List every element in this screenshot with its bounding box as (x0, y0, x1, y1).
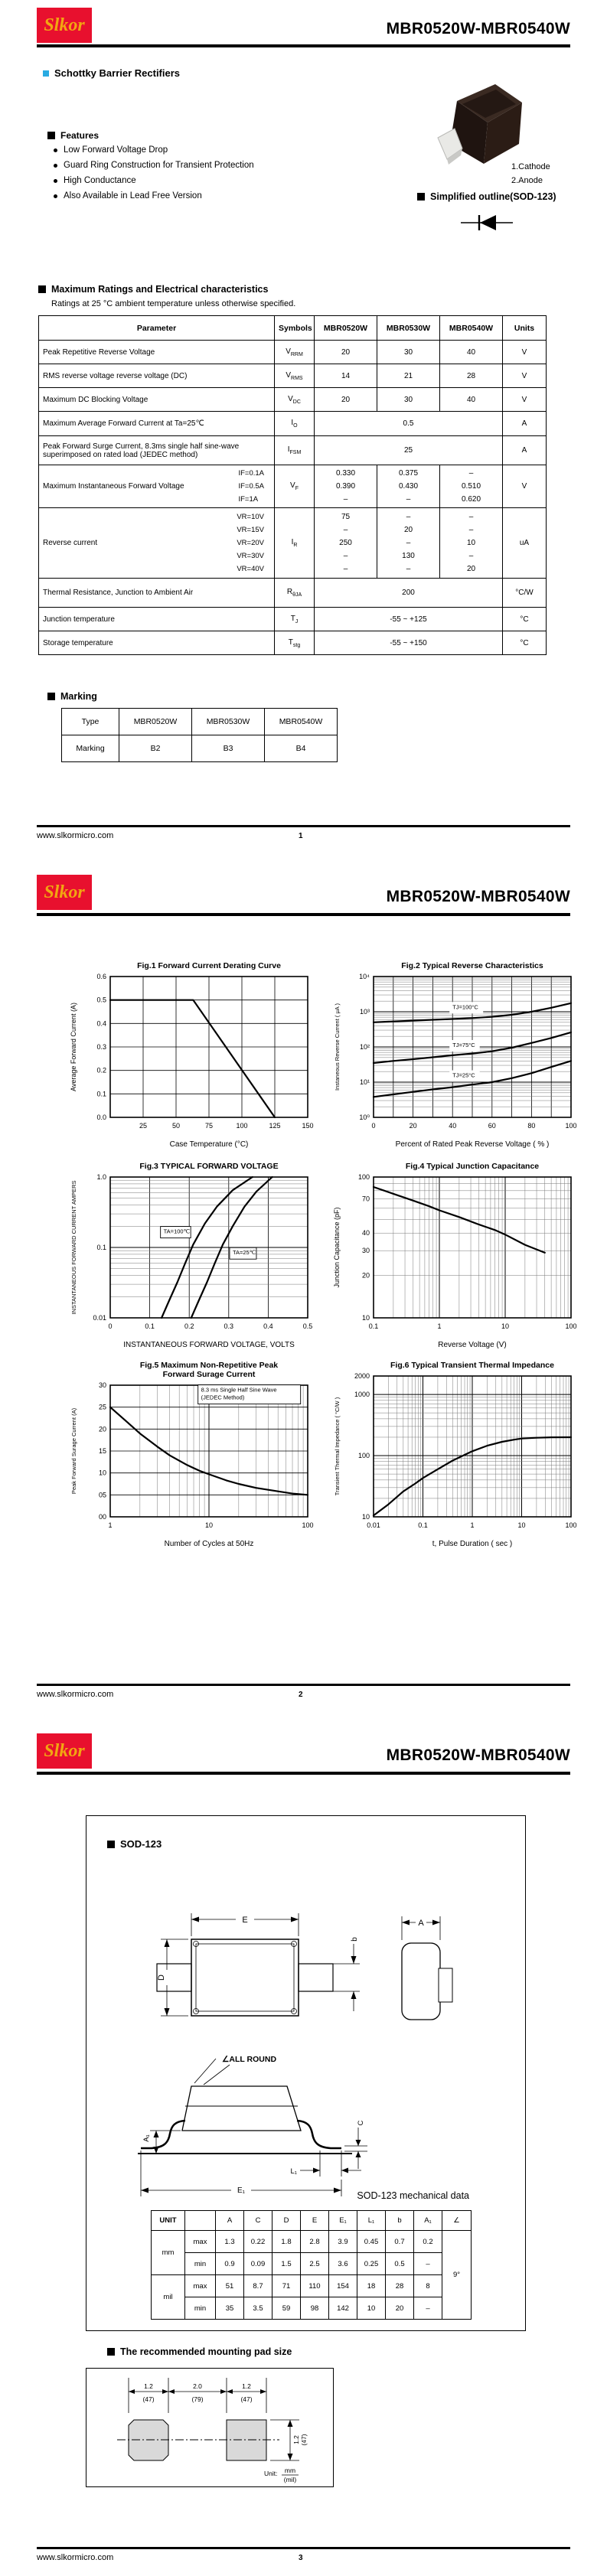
svg-text:1.0: 1.0 (96, 1173, 106, 1181)
bullet-dot-icon (54, 148, 57, 152)
svg-text:Average Forward Current (A): Average Forward Current (A) (70, 1003, 77, 1091)
svg-text:Forward Surage Current: Forward Surage Current (162, 1370, 256, 1379)
svg-text:2000: 2000 (354, 1372, 370, 1380)
ratings-title: Maximum Ratings and Electrical characteristics (51, 284, 269, 295)
col-units: Units (503, 316, 547, 341)
svg-text:1: 1 (470, 1521, 475, 1529)
slkor-logo (37, 1733, 92, 1769)
svg-text:25: 25 (139, 1122, 148, 1130)
feature-text: Guard Ring Construction for Transient Protection (64, 161, 254, 170)
black-square-bullet (47, 693, 55, 700)
marking-title: Marking (60, 691, 97, 702)
svg-text:30: 30 (361, 1247, 370, 1255)
ratings-table (38, 315, 547, 655)
mechanical-data-table (151, 2210, 472, 2320)
svg-text:125: 125 (269, 1122, 281, 1130)
svg-text:0.1: 0.1 (418, 1521, 428, 1529)
svg-text:1000: 1000 (354, 1391, 370, 1399)
table-row: mm max 1.3 0.22 1.8 2.8 3.9 0.45 0.7 0.2 9° (152, 2231, 472, 2253)
pad-dim-right-mm: 1.2 (242, 2382, 251, 2390)
svg-text:10: 10 (361, 1513, 370, 1521)
feature-text: High Conductance (64, 176, 136, 185)
table-row: Maximum Instantaneous Forward Voltage IF=0.1A IF=0.5A IF=1A $V_F$ 0.330 0.390 – 0.375 0.430 – – 0.510 0.620 V (39, 465, 547, 508)
marking-table (61, 708, 338, 762)
svg-text:0.3: 0.3 (96, 1043, 106, 1051)
svg-text:Fig.2 Typical Reverse Charact: Fig.2 Typical Reverse Characteristics (401, 961, 543, 970)
svg-text:10: 10 (501, 1322, 510, 1330)
svg-text:100: 100 (565, 1521, 577, 1529)
svg-text:0.1: 0.1 (145, 1322, 155, 1330)
sod123-side-view-drawing (115, 2046, 375, 2207)
black-square-bullet (417, 193, 425, 201)
black-square-bullet (107, 2348, 115, 2356)
table-row: Junction temperature $T_J$ -55 ~ +125 °C (39, 608, 547, 631)
sod123-label: SOD-123 (120, 1838, 162, 1850)
svg-text:20: 20 (98, 1425, 106, 1433)
pad-dim-side-mil: (47) (300, 2434, 308, 2446)
svg-text:10⁴: 10⁴ (359, 973, 370, 980)
svg-text:TJ=100°C: TJ=100°C (452, 1003, 478, 1011)
svg-text:100: 100 (357, 1452, 370, 1460)
pad-dim-side-mm: 1.2 (292, 2435, 300, 2444)
svg-text:10¹: 10¹ (359, 1078, 370, 1086)
svg-text:TJ=25°C: TJ=25°C (452, 1071, 475, 1079)
svg-text:25: 25 (98, 1403, 106, 1411)
fig5-peak-forward-surge-current (67, 1358, 320, 1550)
fig1-forward-current-derating-curve (67, 958, 320, 1151)
header-rule (37, 44, 570, 47)
table-row: Peak Forward Surge Current, 8.3ms single half sine-wave superimposed on rated load (JEDEC method) $I_{FSM}$ 25 A (39, 436, 547, 465)
svg-text:70: 70 (361, 1195, 370, 1203)
slkor-logo-text: Slkor (44, 15, 85, 35)
svg-text:20: 20 (361, 1271, 370, 1280)
fig6-transient-thermal-impedance (331, 1358, 583, 1550)
dim-label-E1: E₁ (237, 2186, 246, 2195)
feature-item (54, 145, 168, 155)
fig2-typical-reverse-characteristics (331, 958, 583, 1151)
col-mbr0540w: MBR0540W (440, 316, 503, 341)
table-row: Marking B2 B3 B4 (62, 735, 338, 762)
dim-label-all-round: ∠ALL ROUND (222, 2055, 277, 2064)
svg-text:0.1: 0.1 (96, 1244, 106, 1251)
svg-text:Peak Forward Surage Current (A: Peak Forward Surage Current (A) (70, 1407, 77, 1495)
svg-text:0.3: 0.3 (224, 1322, 234, 1330)
svg-text:75: 75 (204, 1122, 214, 1130)
diode-symbol-icon (459, 213, 514, 233)
pad-unit-label: Unit: (264, 2470, 278, 2477)
page-number: 2 (299, 1691, 303, 1699)
marking-heading (47, 691, 97, 702)
svg-text:05: 05 (98, 1491, 106, 1499)
svg-text:40: 40 (449, 1122, 457, 1130)
footer-website: www.slkormicro.com (37, 2553, 114, 2562)
black-square-bullet (38, 285, 46, 293)
svg-text:10: 10 (204, 1521, 214, 1529)
pin2-label: 2.Anode (511, 176, 543, 185)
svg-text:1: 1 (108, 1521, 113, 1529)
svg-text:10³: 10³ (359, 1008, 370, 1016)
ratings-heading (38, 284, 268, 295)
cyan-square-bullet (43, 70, 49, 77)
svg-text:0: 0 (108, 1322, 113, 1330)
table-row: min 35 3.5 59 98 142 10 20 – (152, 2297, 472, 2320)
svg-text:Percent of Rated Peak Reverse: Percent of Rated Peak Reverse Voltage ( % ) (395, 1140, 550, 1149)
svg-text:10: 10 (517, 1521, 526, 1529)
simplified-outline-heading (417, 191, 556, 202)
sod123-heading (107, 1838, 162, 1850)
svg-text:10: 10 (98, 1469, 106, 1477)
svg-text:Case Temperature (°C): Case Temperature (°C) (169, 1140, 249, 1149)
svg-text:Reverse Voltage (V): Reverse Voltage (V) (438, 1341, 507, 1349)
col-parameter: Parameter (39, 316, 275, 341)
svg-text:0.1: 0.1 (96, 1090, 106, 1098)
feature-item (54, 176, 136, 185)
svg-text:0.1: 0.1 (368, 1322, 379, 1330)
svg-text:80: 80 (527, 1122, 536, 1130)
page-title: MBR0520W-MBR0540W (386, 888, 570, 905)
table-row: RMS reverse voltage reverse voltage (DC) $V_{RMS}$ 14 21 28 V (39, 364, 547, 388)
dim-label-A: A (418, 1919, 424, 1928)
svg-text:Fig.5 Maximum Non-Repetitive: Fig.5 Maximum Non-Repetitive Peak (139, 1361, 279, 1370)
mounting-pad-title: The recommended mounting pad size (120, 2346, 292, 2357)
svg-text:150: 150 (302, 1122, 314, 1130)
col-mbr0530w: MBR0530W (377, 316, 440, 341)
pad-dim-mid-mil: (79) (191, 2395, 204, 2403)
slkor-logo (37, 8, 92, 43)
feature-item (54, 161, 254, 170)
svg-text:100: 100 (357, 1173, 370, 1181)
table-row: Thermal Resistance, Junction to Ambient Air $R_{\theta JA}$ 200 °C/W (39, 579, 547, 608)
mounting-pad-box (86, 2368, 334, 2487)
svg-text:0.01: 0.01 (93, 1314, 106, 1322)
svg-text:60: 60 (488, 1122, 496, 1130)
product-line-heading (43, 67, 180, 79)
header-rule (37, 913, 570, 916)
footer-website: www.slkormicro.com (37, 831, 114, 840)
svg-text:Junction Capacitance (pF): Junction Capacitance (pF) (333, 1207, 341, 1288)
svg-text:0.6: 0.6 (96, 973, 106, 980)
bullet-dot-icon (54, 194, 57, 198)
table-row: UNIT A C D E E₁ L₁ b A₁ ∠ (152, 2211, 472, 2231)
svg-text:100: 100 (565, 1122, 577, 1130)
pad-dim-left-mm: 1.2 (144, 2382, 153, 2390)
dim-label-A1: A₁ (142, 2134, 151, 2142)
page-title: MBR0520W-MBR0540W (386, 1746, 570, 1764)
black-square-bullet (107, 1841, 115, 1848)
bullet-dot-icon (54, 179, 57, 183)
footer-rule (37, 825, 570, 827)
table-row: Maximum Average Forward Current at Ta=25℃ $I_O$ 0.5 A (39, 412, 547, 436)
slkor-logo-text: Slkor (44, 882, 85, 902)
fig3-typical-forward-voltage (67, 1159, 320, 1352)
features-heading (47, 130, 99, 141)
svg-text:100: 100 (236, 1122, 248, 1130)
svg-text:INSTANTANEOUS FORWARD VOLTAGE,: INSTANTANEOUS FORWARD VOLTAGE, VOLTS (123, 1341, 295, 1349)
page-number: 3 (299, 2554, 303, 2562)
svg-text:Instaneous Reverse Current ( μ: Instaneous Reverse Current ( μA ) (334, 1003, 341, 1091)
svg-text:30: 30 (98, 1381, 106, 1389)
table-row: Maximum DC Blocking Voltage $V_{DC}$ 20 30 40 V (39, 388, 547, 412)
header-rule (37, 1772, 570, 1775)
svg-text:15: 15 (98, 1447, 106, 1455)
svg-text:TA=100℃: TA=100℃ (163, 1228, 191, 1235)
svg-text:Fig.6 Typical Transient Therm: Fig.6 Typical Transient Thermal Impedance (390, 1361, 554, 1370)
pad-dim-left-mil: (47) (142, 2395, 155, 2403)
dim-label-C: C (357, 2120, 365, 2126)
svg-text:0.01: 0.01 (367, 1521, 380, 1529)
slkor-logo (37, 875, 92, 910)
fig4-typical-junction-capacitance (331, 1159, 583, 1352)
mech-data-caption: SOD-123 mechanical data (357, 2190, 469, 2201)
slkor-logo-text: Slkor (44, 1740, 85, 1761)
svg-text:INSTANTANEOUS FORWARD CURRENT: INSTANTANEOUS FORWARD CURRENT AMPERS (70, 1180, 77, 1315)
ratings-header-row (39, 316, 547, 341)
svg-text:100: 100 (302, 1521, 314, 1529)
feature-text: Low Forward Voltage Drop (64, 145, 168, 155)
svg-text:Transient Thermal Impedance (: Transient Thermal Impedance ( °C/W ) (334, 1397, 341, 1496)
ratings-subtitle: Ratings at 25 °C ambient temperature unless otherwise specified. (51, 299, 296, 308)
sod123-top-view-drawing (115, 1901, 375, 2046)
col-symbols: Symbols (275, 316, 315, 341)
table-row: Peak Repetitive Reverse Voltage $V_{RRM}$ 20 30 40 V (39, 341, 547, 364)
svg-text:8.3 ms Single Half Sine Wave: 8.3 ms Single Half Sine Wave (201, 1386, 277, 1394)
table-row: min 0.9 0.09 1.5 2.5 3.6 0.25 0.5 – (152, 2253, 472, 2275)
dim-label-D: D (157, 1974, 166, 1981)
angle-value: 9° (442, 2231, 472, 2320)
pin1-label: 1.Cathode (511, 162, 550, 171)
features-label: Features (60, 130, 100, 141)
svg-text:0.4: 0.4 (263, 1322, 273, 1330)
svg-text:0: 0 (371, 1122, 376, 1130)
dim-label-E: E (242, 1916, 248, 1925)
svg-text:0.5: 0.5 (96, 996, 106, 1004)
svg-text:Fig.3 TYPICAL FORWARD VOLTAGE: Fig.3 TYPICAL FORWARD VOLTAGE (139, 1162, 279, 1171)
feature-text: Also Available in Lead Free Version (64, 191, 202, 201)
simplified-outline-label: Simplified outline(SOD-123) (430, 191, 556, 202)
datasheet-page-3 (0, 1717, 607, 2576)
svg-text:Fig.4 Typical Junction Capaci: Fig.4 Typical Junction Capacitance (405, 1162, 540, 1171)
page-number: 1 (299, 832, 303, 840)
svg-text:0.4: 0.4 (96, 1019, 106, 1028)
svg-text:00: 00 (98, 1513, 106, 1521)
svg-text:0.2: 0.2 (96, 1066, 106, 1074)
table-row: mil max 51 8.7 71 110 154 18 28 8 (152, 2275, 472, 2297)
svg-text:t, Pulse Duration ( sec ): t, Pulse Duration ( sec ) (432, 1540, 513, 1548)
pad-dim-right-mil: (47) (240, 2395, 253, 2403)
mounting-pad-drawing (86, 2369, 331, 2484)
svg-text:0.5: 0.5 (302, 1322, 313, 1330)
footer-rule (37, 2547, 570, 2549)
table-row: Reverse current VR=10V VR=15V VR=20V VR=30V VR=40V $I_R$ 75 – 250 – – – 20 – 130 – – – 10 – 20 uA (39, 508, 547, 579)
svg-text:(JEDEC Method): (JEDEC Method) (201, 1394, 245, 1401)
dim-label-L1: L₁ (290, 2167, 297, 2176)
svg-text:Number of Cycles at 50Hz: Number of Cycles at 50Hz (164, 1540, 254, 1548)
svg-text:0.2: 0.2 (184, 1322, 194, 1330)
footer-website: www.slkormicro.com (37, 1690, 114, 1699)
pad-unit-mm: mm (284, 2467, 296, 2474)
mounting-pad-heading (107, 2346, 292, 2357)
bullet-dot-icon (54, 164, 57, 168)
sod123-end-view-drawing (383, 1901, 475, 2046)
svg-text:Fig.1 Forward Current Deratin: Fig.1 Forward Current Derating Curve (137, 961, 281, 970)
svg-text:20: 20 (409, 1122, 417, 1130)
svg-text:100: 100 (565, 1322, 577, 1330)
feature-item (54, 191, 202, 201)
svg-text:40: 40 (361, 1229, 370, 1237)
dim-label-b: b (351, 1937, 359, 1942)
footer-rule (37, 1684, 570, 1686)
svg-text:1: 1 (437, 1322, 442, 1330)
table-row: Storage temperature $T_{stg}$ -55 ~ +150 °C (39, 631, 547, 655)
svg-text:10²: 10² (359, 1043, 370, 1051)
table-row: Type MBR0520W MBR0530W MBR0540W (62, 709, 338, 735)
svg-text:0.0: 0.0 (96, 1114, 106, 1121)
svg-text:10: 10 (361, 1314, 370, 1322)
datasheet-page-2 (0, 859, 607, 1717)
product-line-label: Schottky Barrier Rectifiers (54, 67, 181, 79)
svg-text:TJ=75°C: TJ=75°C (452, 1042, 475, 1048)
pad-dim-mid-mm: 2.0 (193, 2382, 202, 2390)
svg-text:50: 50 (171, 1122, 181, 1130)
black-square-bullet (47, 132, 55, 139)
col-mbr0520w: MBR0520W (315, 316, 377, 341)
svg-text:10⁰: 10⁰ (359, 1114, 370, 1121)
pad-unit-mil: (mil) (283, 2476, 297, 2483)
page-title: MBR0520W-MBR0540W (386, 20, 570, 37)
datasheet-page-1 (0, 0, 607, 859)
svg-text:TA=25℃: TA=25℃ (232, 1249, 256, 1257)
